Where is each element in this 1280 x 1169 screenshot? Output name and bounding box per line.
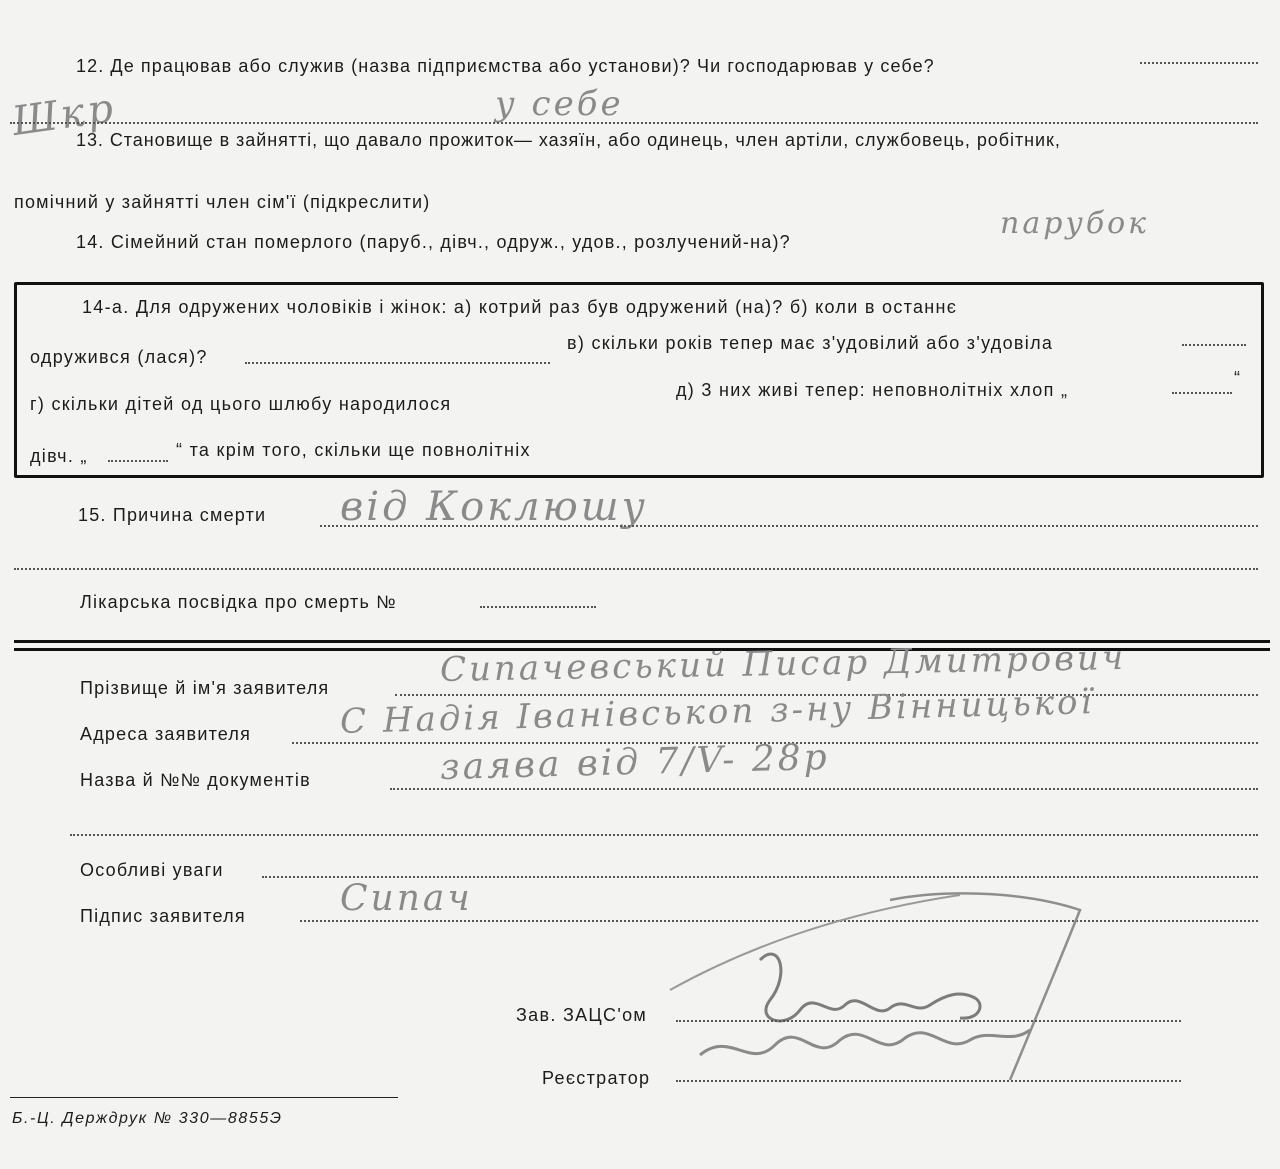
applicant-docs-label: Назва й №№ документів [80, 770, 311, 790]
q14a-line4-b: “ та крім того, скільки ще повнолітніх [176, 440, 531, 460]
q14a-line3-a: г) скільки дітей од цього шлюбу народилося [30, 394, 452, 414]
q14a-boys-dots [1172, 392, 1232, 394]
q15-answer: від Коклюшу [340, 484, 648, 530]
registrar-label: Реєстратор [542, 1068, 651, 1088]
q14a-line3-b: д) 3 них живі тепер: неповнолітніх хлоп „ [676, 380, 1069, 400]
applicant-name-value: Сипачевський Писар Дмитрович [439, 638, 1127, 690]
applicant-address-label: Адреса заявителя [80, 724, 252, 744]
registrar-dots [676, 1080, 1181, 1082]
medical-dots [480, 606, 596, 608]
q15-dots [320, 525, 1258, 527]
q12-answer: у себе [495, 84, 624, 124]
applicant-address-value: С Надія Іванівськоп з-ну Вінницької [339, 682, 1095, 742]
q15-label: 15. Причина смерти [78, 505, 267, 525]
q14a-line2-b: в) скільки років тепер має з'удовілий або з'удовіла [567, 333, 1054, 353]
applicant-docs-dots-line2 [70, 834, 1258, 836]
applicant-signature-value: Сипач [340, 878, 473, 919]
applicant-docs-value: заява від 7/V- 28р [439, 736, 831, 789]
applicant-notes-label: Особливі уваги [80, 860, 224, 880]
q12-answer-line [10, 122, 1258, 124]
applicant-name-label: Прізвище й ім'я заявителя [80, 678, 330, 698]
q14a-line2-a: одружився (лася)? [30, 347, 208, 367]
medical-label: Лікарська посвідка про смерть № [80, 592, 397, 612]
q14a-line1: 14-а. Для одружених чоловіків і жінок: а) котрий раз був одружений (на)? б) коли в останнє [82, 297, 958, 317]
applicant-signature-label: Підпис заявителя [80, 906, 246, 926]
footer-rule [10, 1097, 398, 1098]
applicant-docs-dots [390, 788, 1258, 790]
q14-label: 14. Сімейний стан померлого (паруб., дівч., одруж., удов., розлучений-на)? [76, 232, 791, 252]
official-signature-scrawl [640, 880, 1120, 1100]
q14a-line4-a: дівч. „ [30, 446, 88, 466]
q14a-married-when-dots [245, 362, 550, 364]
q14a-widowed-years-dots [1182, 344, 1246, 346]
q12-answer-margin: Шкр [9, 84, 119, 146]
head-zags-dots [676, 1020, 1181, 1022]
head-zags-label: Зав. ЗАЦС'ом [516, 1005, 648, 1025]
q12-dots-end [1140, 62, 1258, 64]
q14a-girls-dots [108, 460, 168, 462]
q15-dots-line2 [14, 568, 1258, 570]
q14-answer: парубок [1000, 206, 1150, 241]
q13-label-line2: помічний у зайнятті член сім'ї (підкреслити) [14, 192, 431, 212]
printer-imprint: Б.-Ц. Держдрук № 330—8855Э [12, 1110, 283, 1127]
q13-label-line1: 13. Становище в зайнятті, що давало прожиток— хазяїн, або одинець, член артіли, службовець, робітник, [76, 130, 1061, 150]
q12-label: 12. Де працював або служив (назва підприємства або установи)? Чи господарював у себе? [76, 56, 935, 76]
q14a-line3-c: “ [1234, 368, 1242, 388]
